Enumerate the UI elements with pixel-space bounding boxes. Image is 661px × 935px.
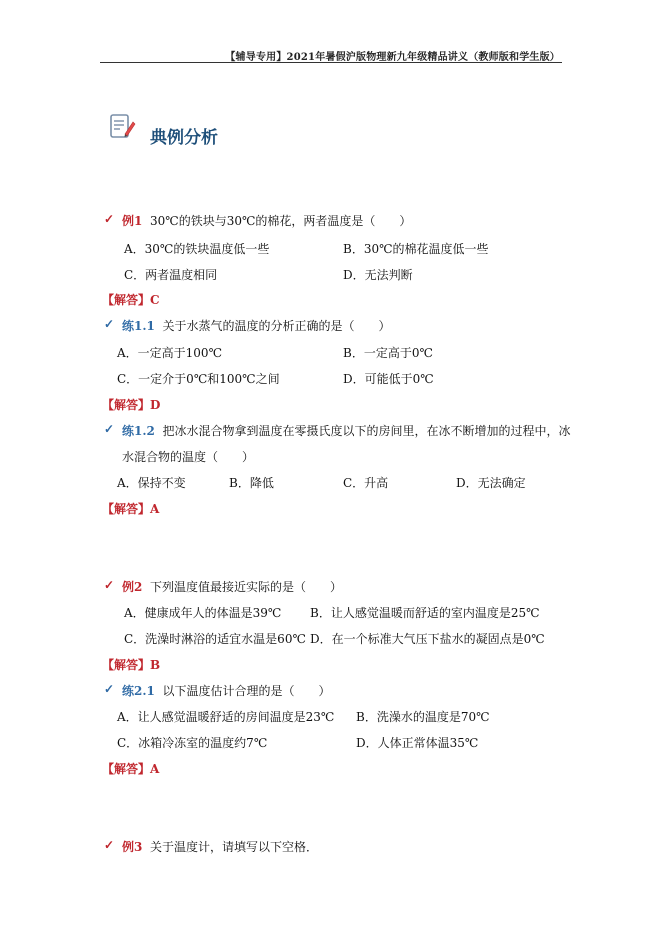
option-d: D．无法判断	[343, 268, 413, 282]
option-c: C．升高	[343, 476, 389, 490]
question-text: 关于水蒸气的温度的分析正确的是（ ）	[162, 319, 391, 333]
option-a: A．让人感觉温暖舒适的房间温度是23℃	[117, 710, 335, 724]
check-icon: ✓	[104, 212, 115, 226]
question-text: 关于温度计，请填写以下空格．	[150, 840, 319, 854]
option-c: C．洗澡时淋浴的适宜水温是60℃	[124, 632, 306, 646]
answer-line	[102, 500, 159, 517]
option-b: B．降低	[229, 476, 274, 490]
header-divider	[100, 62, 562, 63]
question-stem	[122, 422, 571, 439]
question-stem	[122, 212, 411, 229]
option-a: A．健康成年人的体温是39℃	[124, 606, 282, 620]
answer-line	[102, 760, 159, 777]
option-d: D．在一个标准大气压下盐水的凝固点是0℃	[310, 632, 545, 646]
answer-line	[102, 656, 160, 673]
answer-label: 【解答】	[102, 658, 151, 672]
page-header: 【辅导专用】2021年暑假沪版物理新九年级精品讲义（教师版和学生版）	[225, 52, 560, 63]
answer-line	[102, 396, 160, 413]
answer-value: A	[150, 502, 160, 516]
answer-value: A	[150, 762, 160, 776]
section-title: 典例分析	[150, 128, 218, 148]
answer-value: B	[150, 658, 161, 672]
option-b: B．30℃的棉花温度低一些	[343, 242, 489, 256]
option-a: A．一定高于100℃	[117, 346, 222, 360]
notepad-pen-icon	[108, 112, 136, 140]
question-label: 练1.1	[122, 319, 155, 333]
answer-label: 【解答】	[102, 293, 151, 307]
option-b: B．一定高于0℃	[343, 346, 433, 360]
question-text: 把冰水混合物拿到温度在零摄氏度以下的房间里，在冰不断增加的过程中，冰	[162, 424, 571, 438]
check-icon: ✓	[104, 682, 115, 696]
question-label: 例3	[122, 840, 143, 854]
answer-value: D	[150, 398, 161, 412]
check-icon: ✓	[104, 317, 115, 331]
question-stem	[122, 838, 318, 855]
question-stem	[122, 317, 391, 334]
option-c: C．冰箱冷冻室的温度约7℃	[117, 736, 268, 750]
answer-label: 【解答】	[102, 398, 151, 412]
option-d: D．可能低于0℃	[343, 372, 434, 386]
question-text: 以下温度估计合理的是（ ）	[162, 684, 331, 698]
answer-label: 【解答】	[102, 762, 151, 776]
question-label: 例2	[122, 580, 143, 594]
option-c: C．两者温度相同	[124, 268, 218, 282]
check-icon: ✓	[104, 422, 115, 436]
question-label: 练2.1	[122, 684, 155, 698]
question-stem	[122, 682, 331, 699]
question-text: 30℃的铁块与30℃的棉花，两者温度是（ ）	[150, 214, 412, 228]
question-stem	[122, 578, 342, 595]
option-b: B．让人感觉温暖而舒适的室内温度是25℃	[310, 606, 540, 620]
answer-label: 【解答】	[102, 502, 151, 516]
question-text: 下列温度值最接近实际的是（ ）	[150, 580, 343, 594]
answer-value: C	[150, 293, 160, 307]
question-label: 例1	[122, 214, 143, 228]
question-text-continued: 水混合物的温度（ ）	[122, 450, 255, 464]
option-b: B．洗澡水的温度是70℃	[356, 710, 490, 724]
option-a: A．30℃的铁块温度低一些	[124, 242, 270, 256]
check-icon: ✓	[104, 578, 115, 592]
check-icon: ✓	[104, 838, 115, 852]
question-label: 练1.2	[122, 424, 155, 438]
option-c: C．一定介于0℃和100℃之间	[117, 372, 280, 386]
option-d: D．人体正常体温35℃	[356, 736, 479, 750]
answer-line	[102, 291, 160, 308]
option-a: A．保持不变	[117, 476, 186, 490]
option-d: D．无法确定	[456, 476, 526, 490]
